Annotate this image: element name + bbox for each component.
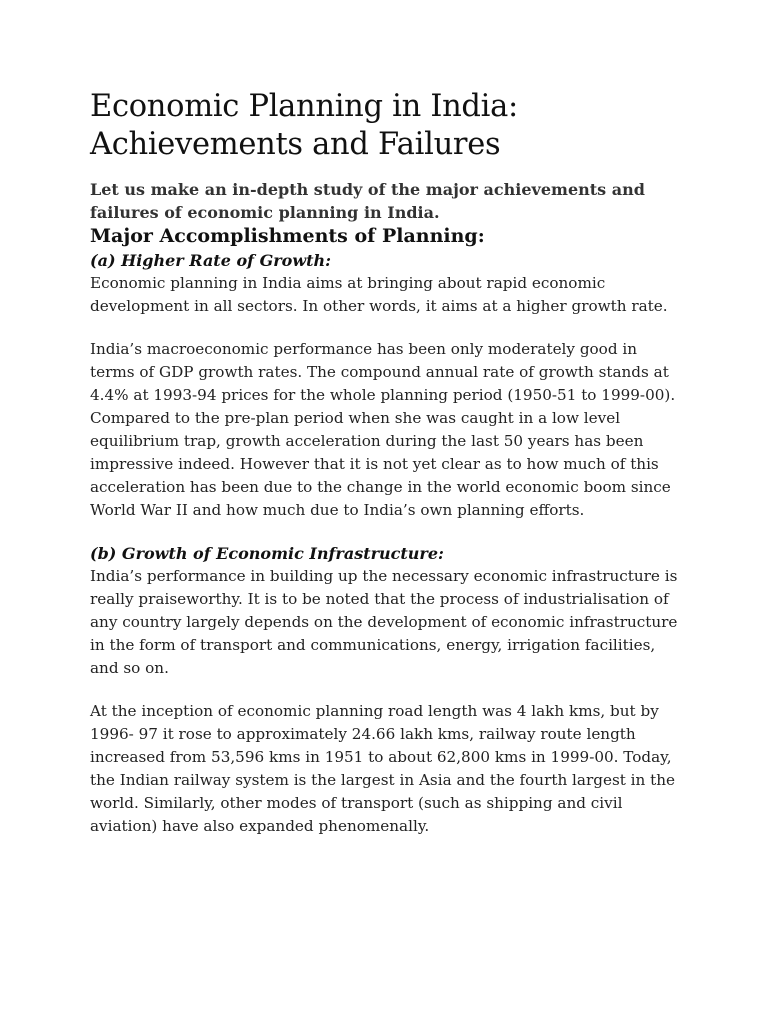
paragraph-growth-1: Economic planning in India aims at bringing about rapid economic development in all sectors. In other words, it aims at a higher growth rate. xyxy=(90,274,668,315)
page-title: Economic Planning in India: Achievements and Failures xyxy=(90,89,518,162)
paragraph-growth-2: India’s macroeconomic performance has been only moderately good in terms of GDP growth rates. The compound annual rate of growth stands at 4.4% at 1993-94 prices for the whole planning period (1950-51 to 1999-00). Compared to the pre-plan period when she was caught in a low level equilibrium trap, growth acceleration during the last 50 years has been impressive indeed. However that it is not yet clear as to how much of this acceleration has been due to the change in the world economic boom since World War II and how much due to India’s own planning efforts. xyxy=(90,340,676,519)
document-page xyxy=(90,88,680,838)
paragraph-infrastructure-2: At the inception of economic planning road length was 4 lakh kms, but by 1996- 97 it rose to approximately 24.66 lakh kms, railway route length increased from 53,596 kms in 1951 to about 62,800 kms in 1999-00. Today, the Indian railway system is the largest in Asia and the fourth largest in the world. Similarly, other modes of transport (such as shipping and civil aviation) have also expanded phenomenally. xyxy=(90,702,676,835)
section-heading-major-accomplishments: Major Accomplishments of Planning: xyxy=(90,225,485,247)
subsection-heading-infrastructure: (b) Growth of Economic Infrastructure: xyxy=(90,544,444,563)
article-subtitle: Let us make an in-depth study of the major achievements and failures of economic planning in India. xyxy=(90,180,645,222)
subsection-heading-growth: (a) Higher Rate of Growth: xyxy=(90,251,332,270)
paragraph-infrastructure-1: India’s performance in building up the necessary economic infrastructure is really praiseworthy. It is to be noted that the process of industrialisation of any country largely depends on the development of economic infrastructure in the form of transport and communications, energy, irrigation facilities, and so on. xyxy=(90,567,678,677)
